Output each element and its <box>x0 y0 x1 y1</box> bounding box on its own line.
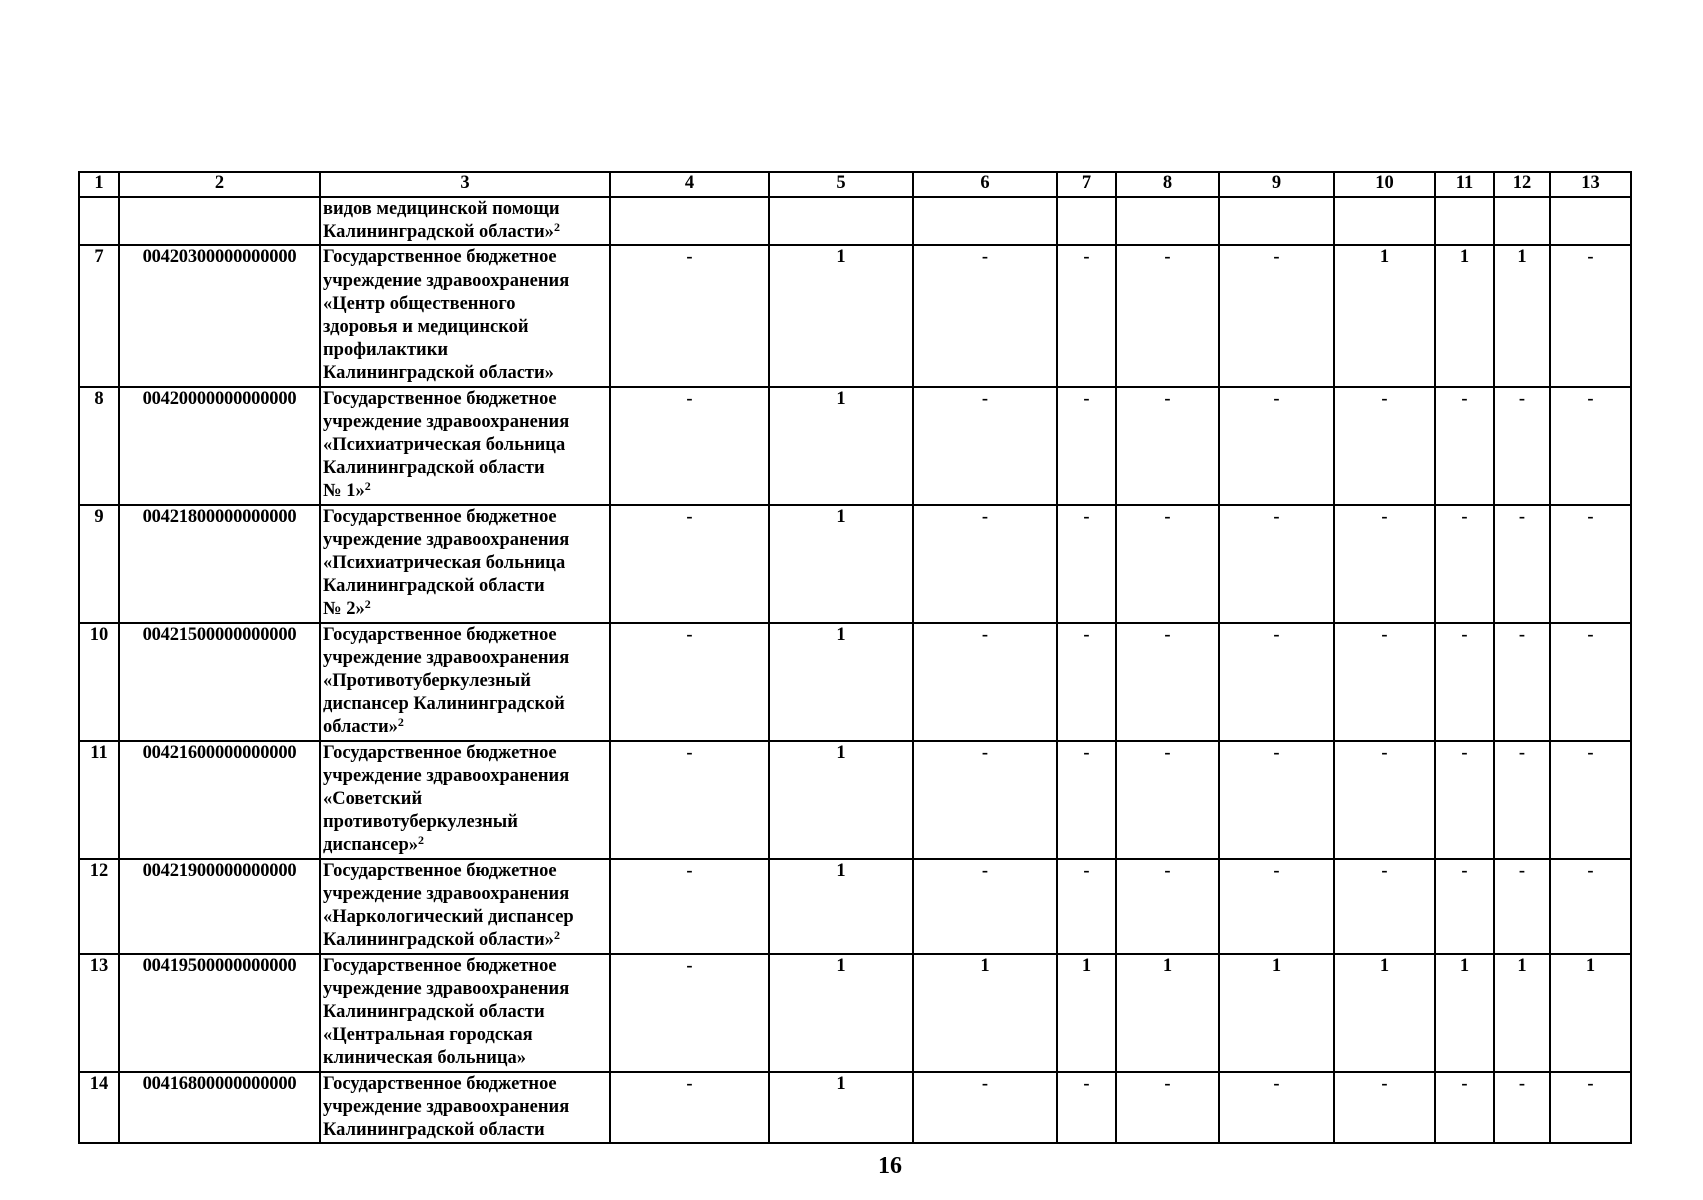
row-number: 13 <box>79 954 119 1072</box>
table-body <box>79 197 1631 1143</box>
value-col-4: - <box>610 741 769 859</box>
value-col-7: 1 <box>1057 954 1116 1072</box>
value-col-4: - <box>610 623 769 741</box>
value-col-7: - <box>1057 245 1116 386</box>
institution-name <box>320 1072 610 1144</box>
value-col-5: 1 <box>769 954 913 1072</box>
value-col-13: 1 <box>1550 954 1631 1072</box>
column-header-12: 12 <box>1494 172 1550 197</box>
institution-name-line: Государственное бюджетное <box>323 624 557 645</box>
table-row <box>79 387 1631 505</box>
institution-name-line: Калининградской области <box>323 576 545 597</box>
column-header-8: 8 <box>1116 172 1219 197</box>
value-col-10: - <box>1334 859 1435 954</box>
institution-name-line: клиническая больница» <box>323 1048 527 1069</box>
value-col-11: 1 <box>1435 954 1494 1072</box>
institution-name <box>320 387 610 505</box>
institution-name-line: Государственное бюджетное <box>323 388 557 409</box>
value-col-6 <box>913 197 1057 245</box>
footnote-marker: 2 <box>397 715 404 730</box>
institution-name-line: Государственное бюджетное <box>323 1073 557 1094</box>
value-col-11: - <box>1435 741 1494 859</box>
value-col-6: - <box>913 623 1057 741</box>
value-col-13: - <box>1550 1072 1631 1144</box>
document-table-container <box>78 171 1630 1144</box>
row-number: 9 <box>79 505 119 623</box>
value-col-12: 1 <box>1494 245 1550 386</box>
institution-name-line: учреждение здравоохранения <box>323 529 570 550</box>
value-col-7: - <box>1057 387 1116 505</box>
institution-name-line: Государственное бюджетное <box>323 742 557 763</box>
value-col-9: - <box>1219 741 1334 859</box>
value-col-6: - <box>913 505 1057 623</box>
institution-name-line: Государственное бюджетное <box>323 247 557 268</box>
row-number <box>79 197 119 245</box>
value-col-9: - <box>1219 859 1334 954</box>
footnote-marker: 2 <box>364 597 371 612</box>
institution-name <box>320 954 610 1072</box>
column-header-4: 4 <box>610 172 769 197</box>
institution-name <box>320 245 610 386</box>
value-col-13: - <box>1550 245 1631 386</box>
value-col-9: - <box>1219 623 1334 741</box>
value-col-10: - <box>1334 387 1435 505</box>
footnote-marker: 2 <box>553 220 560 235</box>
table-row <box>79 623 1631 741</box>
value-col-10: - <box>1334 1072 1435 1144</box>
institution-name-line: профилактики <box>323 340 449 361</box>
value-col-8: - <box>1116 245 1219 386</box>
institution-name-line: Государственное бюджетное <box>323 955 557 976</box>
value-col-12: 1 <box>1494 954 1550 1072</box>
value-col-7: - <box>1057 741 1116 859</box>
value-col-11: 1 <box>1435 245 1494 386</box>
institution-name <box>320 505 610 623</box>
value-col-4: - <box>610 859 769 954</box>
header-row <box>79 172 1631 197</box>
institution-name-line: противотуберкулезный <box>323 812 518 833</box>
table-row <box>79 505 1631 623</box>
institution-name-line: учреждение здравоохранения <box>323 270 570 291</box>
value-col-12 <box>1494 197 1550 245</box>
value-col-8: - <box>1116 1072 1219 1144</box>
column-header-5: 5 <box>769 172 913 197</box>
institution-name-line: № 2» <box>323 599 365 620</box>
value-col-6: - <box>913 387 1057 505</box>
value-col-11: - <box>1435 505 1494 623</box>
institution-code: 00416800000000000 <box>119 1072 320 1144</box>
institution-code: 00421900000000000 <box>119 859 320 954</box>
value-col-12: - <box>1494 505 1550 623</box>
value-col-5: 1 <box>769 1072 913 1144</box>
column-header-1: 1 <box>79 172 119 197</box>
value-col-7: - <box>1057 505 1116 623</box>
institution-name-line: Государственное бюджетное <box>323 506 557 527</box>
institution-name-line: учреждение здравоохранения <box>323 1096 570 1117</box>
institution-name-line: Калининградской области» <box>323 222 554 243</box>
table-row <box>79 954 1631 1072</box>
institution-code: 00421800000000000 <box>119 505 320 623</box>
institution-name-line: области» <box>323 717 398 738</box>
value-col-11: - <box>1435 859 1494 954</box>
value-col-10: - <box>1334 623 1435 741</box>
value-col-12: - <box>1494 623 1550 741</box>
value-col-9: - <box>1219 245 1334 386</box>
value-col-10: 1 <box>1334 954 1435 1072</box>
institution-name <box>320 859 610 954</box>
value-col-10: - <box>1334 505 1435 623</box>
value-col-11: - <box>1435 387 1494 505</box>
institution-name <box>320 741 610 859</box>
value-col-6: - <box>913 245 1057 386</box>
institution-name-line: № 1» <box>323 481 365 502</box>
table-row <box>79 859 1631 954</box>
institution-name-line: «Психиатрическая больница <box>323 553 566 574</box>
institution-name-line: Калининградской области <box>323 1001 545 1022</box>
institution-name-line: Калининградской области <box>323 1119 545 1140</box>
value-col-6: - <box>913 859 1057 954</box>
value-col-6: 1 <box>913 954 1057 1072</box>
row-number: 7 <box>79 245 119 386</box>
value-col-5 <box>769 197 913 245</box>
value-col-9: - <box>1219 387 1334 505</box>
institution-name <box>320 197 610 245</box>
institution-name-line: здоровья и медицинской <box>323 317 529 338</box>
institution-code: 00420000000000000 <box>119 387 320 505</box>
value-col-4: - <box>610 1072 769 1144</box>
institution-name-line: Государственное бюджетное <box>323 860 557 881</box>
value-col-6: - <box>913 1072 1057 1144</box>
page-number: 16 <box>878 1153 902 1179</box>
institution-name-line: диспансер Калининградской <box>323 694 565 715</box>
column-header-6: 6 <box>913 172 1057 197</box>
value-col-4: - <box>610 954 769 1072</box>
institution-name-line: «Центральная городская <box>323 1025 533 1046</box>
value-col-12: - <box>1494 1072 1550 1144</box>
institution-name-line: Калининградской области» <box>323 363 554 384</box>
row-number: 12 <box>79 859 119 954</box>
value-col-8: - <box>1116 505 1219 623</box>
value-col-5: 1 <box>769 623 913 741</box>
value-col-9: - <box>1219 505 1334 623</box>
row-number: 11 <box>79 741 119 859</box>
value-col-8: - <box>1116 387 1219 505</box>
value-col-13: - <box>1550 859 1631 954</box>
institution-name-line: учреждение здравоохранения <box>323 978 570 999</box>
institution-name-line: «Центр общественного <box>323 293 516 314</box>
value-col-7 <box>1057 197 1116 245</box>
value-col-11 <box>1435 197 1494 245</box>
value-col-10: - <box>1334 741 1435 859</box>
footnote-marker: 2 <box>364 479 371 494</box>
column-header-7: 7 <box>1057 172 1116 197</box>
value-col-5: 1 <box>769 859 913 954</box>
value-col-5: 1 <box>769 245 913 386</box>
institution-code <box>119 197 320 245</box>
institution-name-line: видов медицинской помощи <box>323 199 560 219</box>
value-col-10: 1 <box>1334 245 1435 386</box>
value-col-4 <box>610 197 769 245</box>
value-col-8: - <box>1116 741 1219 859</box>
institution-name-line: учреждение здравоохранения <box>323 647 570 668</box>
value-col-9 <box>1219 197 1334 245</box>
value-col-5: 1 <box>769 505 913 623</box>
value-col-13: - <box>1550 505 1631 623</box>
institution-name-line: диспансер» <box>323 835 418 856</box>
value-col-5: 1 <box>769 741 913 859</box>
institution-name-line: «Противотуберкулезный <box>323 671 531 692</box>
value-col-5: 1 <box>769 387 913 505</box>
column-header-3: 3 <box>320 172 610 197</box>
institutions-table <box>78 171 1632 1144</box>
value-col-4: - <box>610 505 769 623</box>
value-col-13: - <box>1550 741 1631 859</box>
institution-name-line: учреждение здравоохранения <box>323 411 570 432</box>
value-col-6: - <box>913 741 1057 859</box>
institution-code: 00419500000000000 <box>119 954 320 1072</box>
table-row <box>79 741 1631 859</box>
table-row <box>79 1072 1631 1144</box>
institution-code: 00420300000000000 <box>119 245 320 386</box>
footnote-marker: 2 <box>417 833 424 848</box>
value-col-12: - <box>1494 387 1550 505</box>
institution-name <box>320 623 610 741</box>
institution-name-line: учреждение здравоохранения <box>323 765 570 786</box>
institution-name-line: Калининградской области» <box>323 930 554 951</box>
column-header-10: 10 <box>1334 172 1435 197</box>
column-header-2: 2 <box>119 172 320 197</box>
institution-code: 00421600000000000 <box>119 741 320 859</box>
institution-name-line: «Психиатрическая больница <box>323 435 566 456</box>
value-col-4: - <box>610 245 769 386</box>
row-number: 8 <box>79 387 119 505</box>
value-col-11: - <box>1435 623 1494 741</box>
value-col-9: 1 <box>1219 954 1334 1072</box>
institution-name-line: «Советский <box>323 789 423 810</box>
value-col-11: - <box>1435 1072 1494 1144</box>
value-col-7: - <box>1057 1072 1116 1144</box>
column-header-11: 11 <box>1435 172 1494 197</box>
footnote-marker: 2 <box>553 928 560 943</box>
value-col-8: 1 <box>1116 954 1219 1072</box>
column-header-9: 9 <box>1219 172 1334 197</box>
table-row <box>79 245 1631 386</box>
value-col-13: - <box>1550 387 1631 505</box>
row-number: 10 <box>79 623 119 741</box>
column-header-13: 13 <box>1550 172 1631 197</box>
value-col-13 <box>1550 197 1631 245</box>
institution-name-line: Калининградской области <box>323 458 545 479</box>
table-row <box>79 197 1631 245</box>
value-col-8: - <box>1116 859 1219 954</box>
value-col-7: - <box>1057 859 1116 954</box>
institution-name-line: «Наркологический диспансер <box>323 907 574 928</box>
value-col-10 <box>1334 197 1435 245</box>
value-col-7: - <box>1057 623 1116 741</box>
value-col-4: - <box>610 387 769 505</box>
value-col-13: - <box>1550 623 1631 741</box>
value-col-8 <box>1116 197 1219 245</box>
institution-name-line: учреждение здравоохранения <box>323 883 570 904</box>
value-col-9: - <box>1219 1072 1334 1144</box>
value-col-12: - <box>1494 859 1550 954</box>
value-col-12: - <box>1494 741 1550 859</box>
value-col-8: - <box>1116 623 1219 741</box>
row-number: 14 <box>79 1072 119 1144</box>
institution-code: 00421500000000000 <box>119 623 320 741</box>
